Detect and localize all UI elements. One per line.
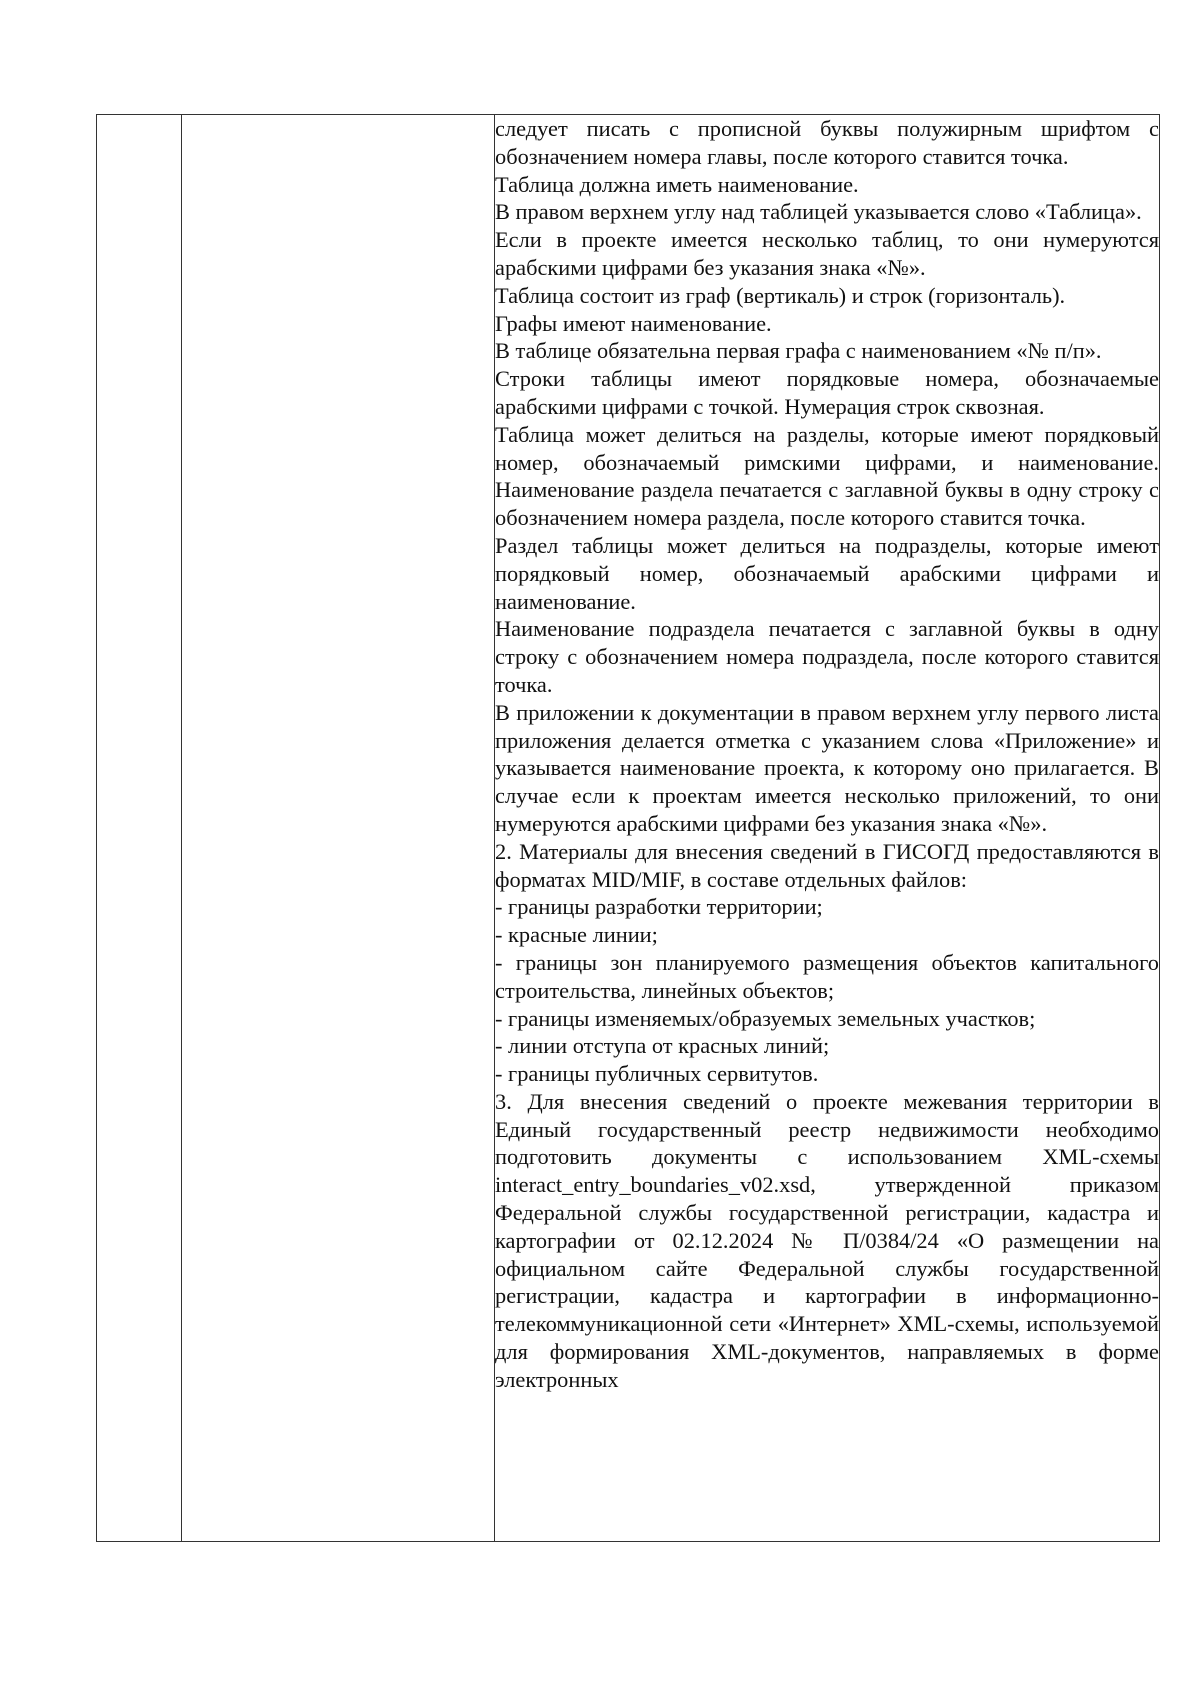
paragraph: Таблица должна иметь наименование. — [495, 171, 859, 197]
paragraph: Строки таблицы имеют порядковые номера, обозначаемые арабскими цифрами с точкой. Нумерация строк сквозная. — [495, 366, 1159, 419]
list-item: - границы публичных сервитутов. — [495, 1061, 819, 1087]
paragraph: Раздел таблицы может делиться на подразделы, которые имеют порядковый номер, обозначаемый арабскими цифрами и наименование. — [495, 532, 1159, 614]
list-item: - красные линии; — [495, 922, 658, 948]
list-item: - линии отступа от красных линий; — [495, 1033, 830, 1059]
table-row — [97, 115, 1160, 1542]
paragraph: 3. Для внесения сведений о проекте межевания территории в Единый государственный реестр недвижимости необходимо подготовить документы с использованием XML-схемы interact_entry_boundaries_v02.xsd, утвержденной приказом Федеральной службы государственной регистрации, кадастра и картографии от 02.12.2024 № П/0384/24 «О размещении на официальном сайте Федеральной службы государственной регистрации, кадастра и картографии в информационно-телекоммуникационной сети «Интернет» XML-схемы, используемой для формирования XML-документов, направляемых в форме электронных — [495, 1088, 1159, 1392]
paragraph: Таблица может делиться на разделы, которые имеют порядковый номер, обозначаемый римскими цифрами, и наименование. Наименование раздела печатается с заглавной буквы в одну строку с обозначением номера раздела, после которого ставится точка. — [495, 421, 1159, 531]
content-column-cell — [495, 115, 1160, 1542]
number-column-cell — [97, 115, 182, 1542]
document-table — [96, 114, 1160, 1542]
list-item: - границы зон планируемого размещения объектов капитального строительства, линейных объектов; — [495, 949, 1159, 1003]
list-item: - границы разработки территории; — [495, 894, 823, 920]
paragraph: следует писать с прописной буквы полужирным шрифтом с обозначением номера главы, после которого ставится точка. — [495, 116, 1159, 169]
paragraph: Графы имеют наименование. — [495, 310, 772, 336]
paragraph: В таблице обязательна первая графа с наименованием «№ п/п». — [495, 338, 1102, 364]
name-column-cell — [182, 115, 495, 1542]
list-item: - границы изменяемых/образуемых земельных участков; — [495, 1005, 1036, 1031]
paragraph: 2. Материалы для внесения сведений в ГИСОГД предоставляются в форматах MID/MIF, в составе отдельных файлов: — [495, 838, 1159, 892]
paragraph: В приложении к документации в правом верхнем углу первого листа приложения делается отметка с указанием слова «Приложение» и указывается наименование проекта, к которому оно прилагается. В случае если к проектам имеется несколько приложений, то они нумеруются арабскими цифрами без указания знака «№». — [495, 699, 1159, 836]
paragraph: Наименование подраздела печатается с заглавной буквы в одну строку с обозначением номера подраздела, после которого ставится точка. — [495, 616, 1159, 697]
paragraph: Таблица состоит из граф (вертикаль) и строк (горизонталь). — [495, 282, 1066, 308]
paragraph: В правом верхнем углу над таблицей указывается слово «Таблица». — [495, 199, 1142, 225]
paragraph: Если в проекте имеется несколько таблиц, то они нумеруются арабскими цифрами без указания знака «№». — [495, 227, 1159, 280]
